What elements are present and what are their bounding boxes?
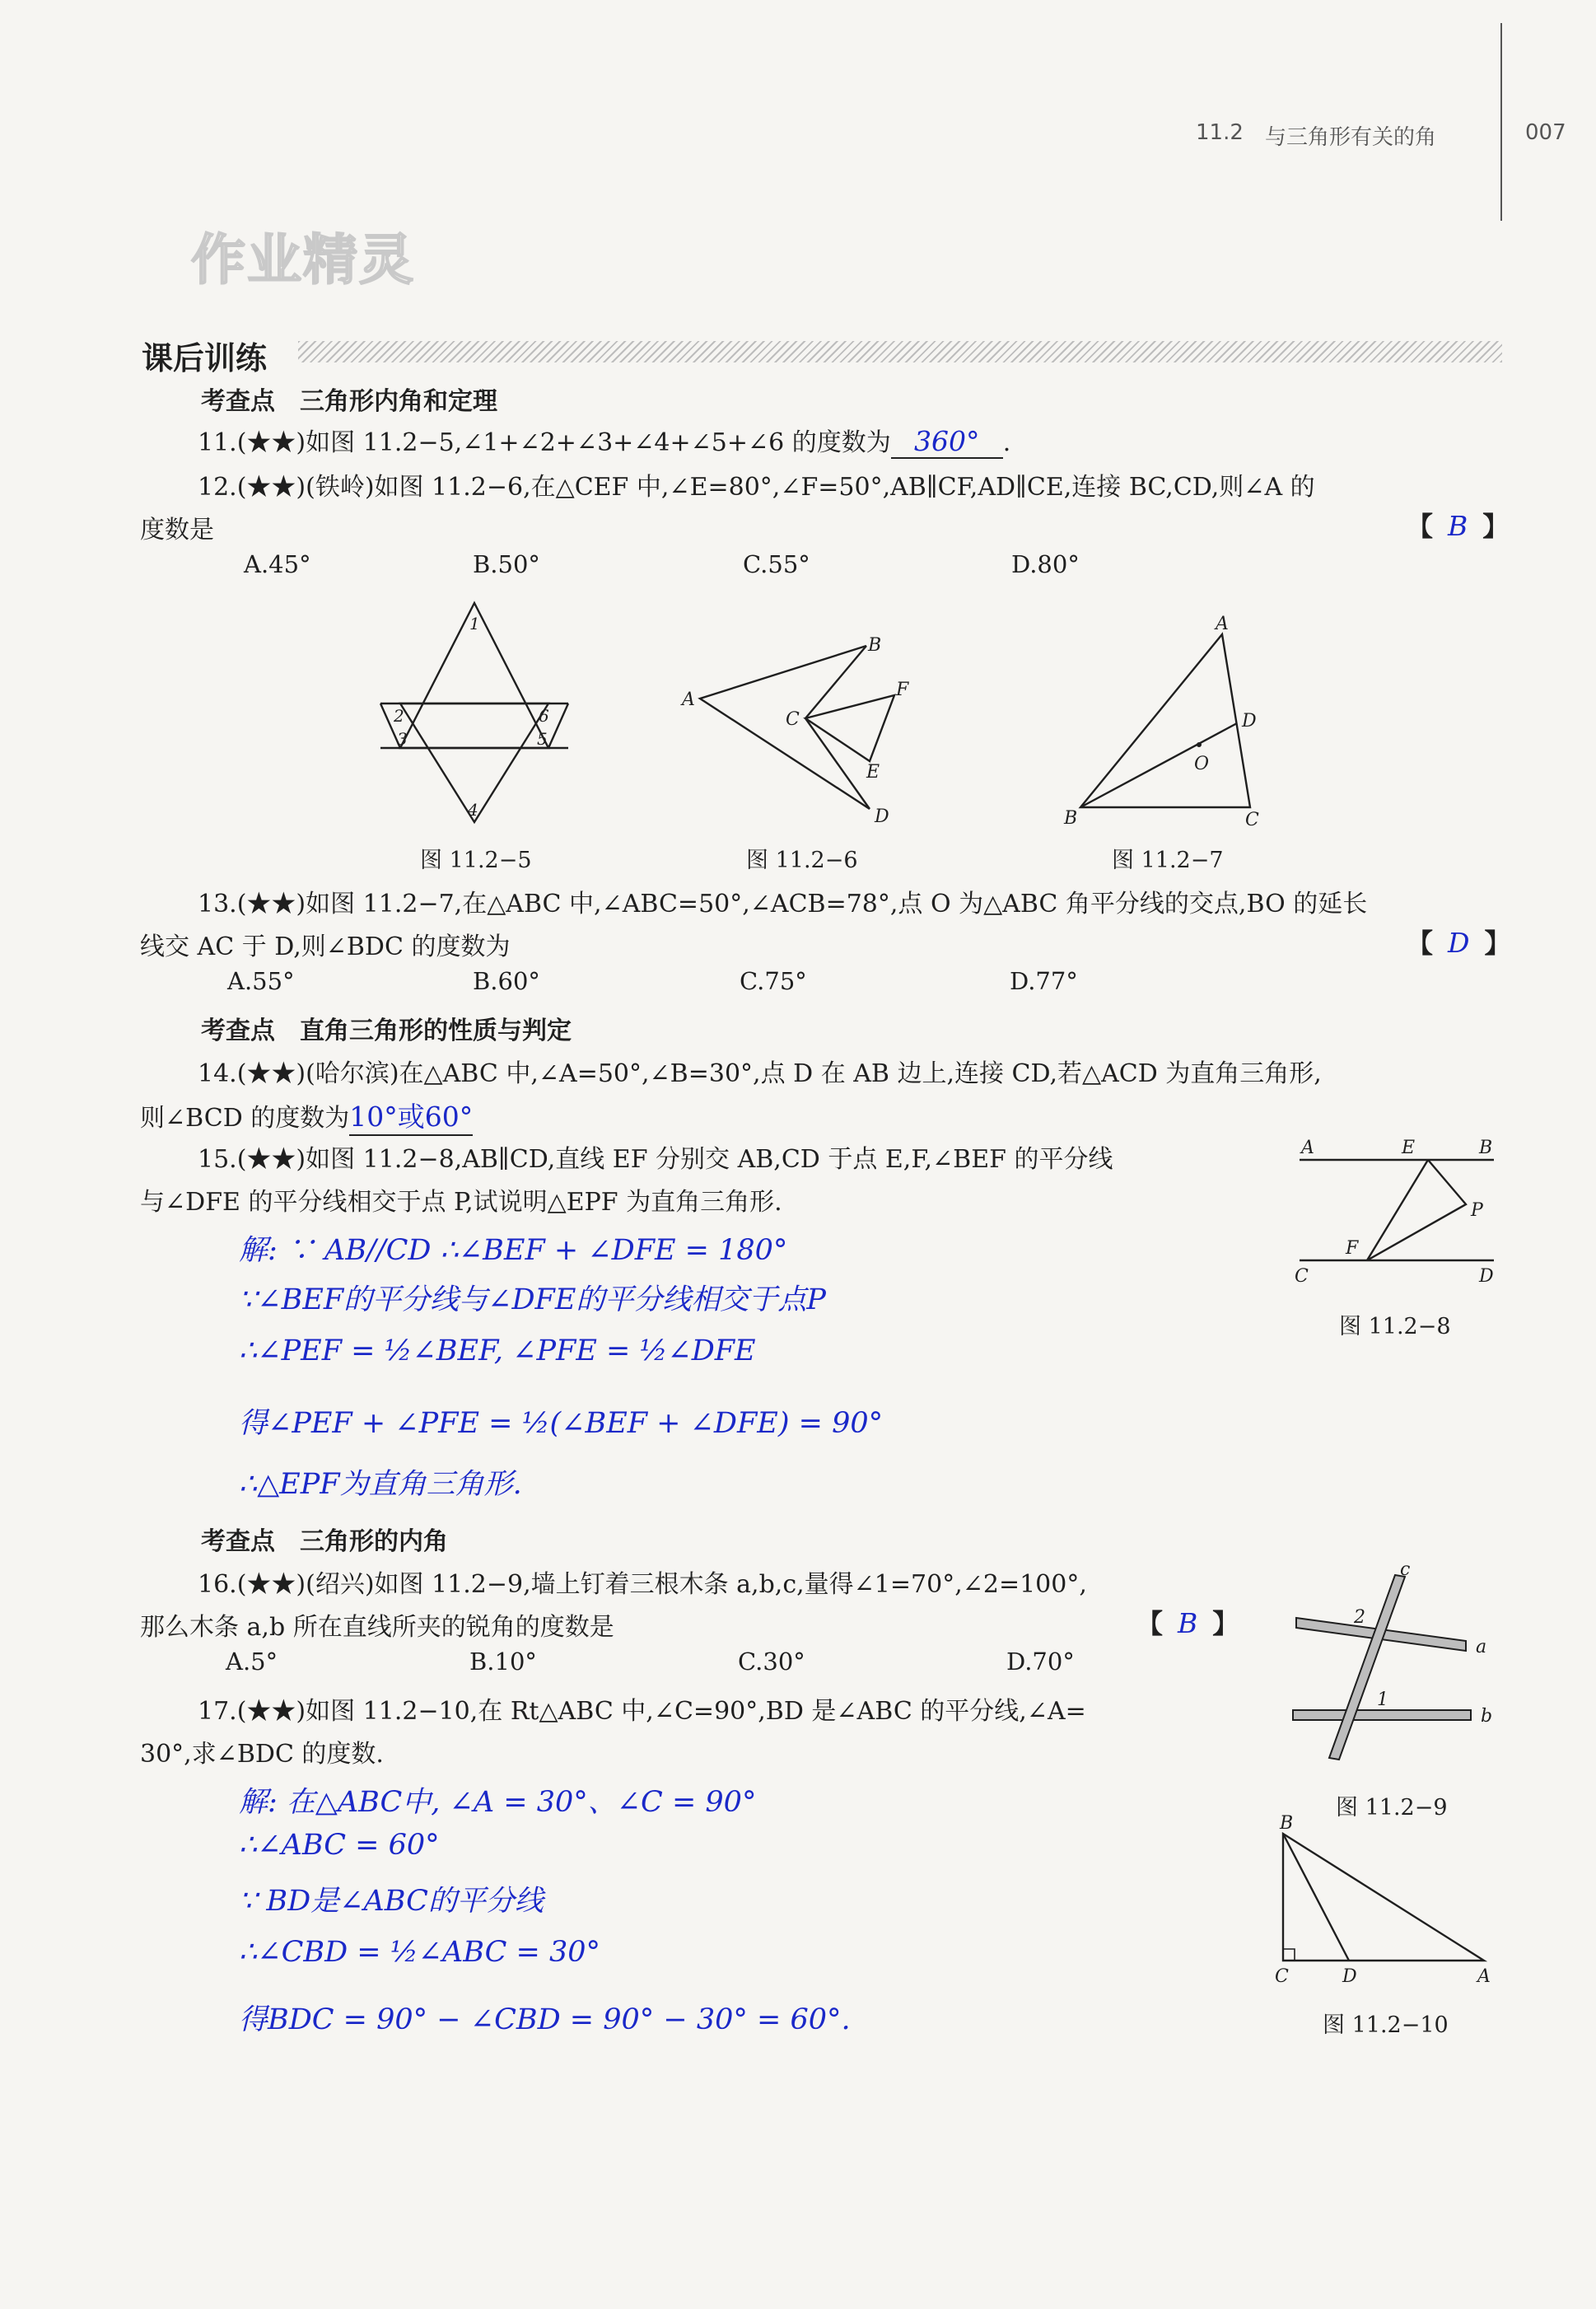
point-label-c: C	[786, 709, 800, 730]
figure-11-2-8	[1285, 1129, 1507, 1302]
watermark-logo: 作业精灵	[191, 228, 415, 292]
solution-17-line3: ∵ BD是∠ABC的平分线	[239, 1885, 544, 1918]
strip-label-c: c	[1400, 1559, 1411, 1580]
q13-option-c: C.75°	[740, 967, 807, 995]
solution-15-line2: ∵∠BEF的平分线与∠DFE的平分线相交于点P	[239, 1283, 826, 1316]
caption-11-2-5: 图 11.2−5	[420, 848, 532, 873]
answer-11: 360°	[914, 425, 980, 457]
solution-17-line1: 解: 在△ABC中, ∠A = 30°、∠C = 90°	[239, 1786, 757, 1819]
answer-bracket-12: 【 B 】	[1407, 510, 1510, 542]
point-label-a: A	[1477, 1966, 1491, 1987]
answer-13: D	[1448, 927, 1470, 959]
point-label-b: B	[1064, 808, 1078, 829]
strip-label-a: a	[1476, 1637, 1487, 1657]
question-13-line2: 线交 AC 于 D,则∠BDC 的度数为	[140, 932, 511, 961]
solution-17-line2: ∴∠ABC = 60°	[239, 1829, 440, 1862]
question-17-line2: 30°,求∠BDC 的度数.	[140, 1740, 384, 1769]
section-number: 11.2	[1196, 120, 1244, 145]
angle-label-2: 2	[1354, 1607, 1365, 1628]
strip-b	[1293, 1710, 1471, 1720]
question-16-line2: 那么木条 a,b 所在直线所夹的锐角的度数是	[140, 1613, 614, 1642]
point-label-a: A	[682, 689, 695, 710]
question-16-line1: 16.(★★)(绍兴)如图 11.2−9,墙上钉着三根木条 a,b,c,量得∠1=70°,∠2=100°,	[198, 1570, 1087, 1599]
figure-11-2-5	[362, 593, 593, 832]
angle-label-2: 2	[394, 706, 404, 726]
point-label-b: B	[868, 635, 882, 656]
question-17-line1: 17.(★★)如图 11.2−10,在 Rt△ABC 中,∠C=90°,BD 是∠ABC 的平分线,∠A=	[198, 1697, 1086, 1726]
answer-bracket-13: 【 D 】	[1407, 927, 1511, 959]
point-label-d: D	[1242, 711, 1257, 731]
caption-11-2-9: 图 11.2−9	[1336, 1795, 1448, 1821]
key-point-1: 考查点 三角形内角和定理	[201, 387, 497, 416]
solution-15-line3: ∴∠PEF = ½∠BEF, ∠PFE = ½∠DFE	[239, 1334, 756, 1367]
point-label-c: C	[1295, 1266, 1309, 1287]
caption-11-2-8: 图 11.2−8	[1339, 1314, 1451, 1339]
angle-label-3: 3	[397, 729, 408, 749]
question-13-line1: 13.(★★)如图 11.2−7,在△ABC 中,∠ABC=50°,∠ACB=78°,点 O 为△ABC 角平分线的交点,BO 的延长	[198, 890, 1368, 918]
point-label-p: P	[1471, 1200, 1483, 1221]
section-heading: 课后训练	[142, 340, 268, 376]
question-15-line2: 与∠DFE 的平分线相交于点 P,试说明△EPF 为直角三角形.	[140, 1188, 782, 1217]
solution-15-line4: 得∠PEF + ∠PFE = ½(∠BEF + ∠DFE) = 90°	[239, 1407, 884, 1440]
point-label-a: A	[1216, 614, 1229, 634]
angle-label-5: 5	[537, 729, 548, 749]
answer-14: 10°或60°	[349, 1101, 474, 1133]
answer-blank-14	[349, 1096, 473, 1136]
strip-c	[1329, 1575, 1405, 1760]
section-hatch-divider	[298, 341, 1502, 362]
point-label-e: E	[1402, 1138, 1416, 1158]
point-label-e: E	[866, 762, 880, 783]
angle-label-6: 6	[539, 706, 549, 726]
point-o	[1197, 742, 1202, 747]
q12-option-c: C.55°	[743, 550, 810, 578]
point-label-c: C	[1275, 1966, 1289, 1987]
q13-option-b: B.60°	[473, 967, 540, 995]
answer-bracket-16: 【 B 】	[1136, 1607, 1239, 1639]
q16-option-d: D.70°	[1006, 1648, 1075, 1676]
section-title-header: 与三角形有关的角	[1265, 125, 1437, 150]
figure-11-2-10	[1260, 1812, 1507, 2002]
solution-17-line5: 得BDC = 90° − ∠CBD = 90° − 30° = 60°.	[239, 2003, 851, 2036]
point-label-f: F	[1346, 1238, 1359, 1259]
q13-option-a: A.55°	[227, 967, 295, 995]
question-12-line2: 度数是	[140, 516, 214, 545]
point-label-d: D	[875, 806, 889, 827]
q16-option-b: B.10°	[469, 1648, 537, 1676]
key-point-2: 考查点 直角三角形的性质与判定	[201, 1017, 572, 1045]
solution-15-line1: 解: ∵ AB//CD ∴∠BEF + ∠DFE = 180°	[239, 1234, 788, 1267]
q12-option-d: D.80°	[1011, 550, 1080, 578]
header-divider	[1500, 23, 1502, 221]
q13-option-d: D.77°	[1010, 967, 1078, 995]
q12-option-b: B.50°	[473, 550, 540, 578]
question-15-line1: 15.(★★)如图 11.2−8,AB∥CD,直线 EF 分别交 AB,CD 于点 E,F,∠BEF 的平分线	[198, 1145, 1113, 1174]
point-label-o: O	[1194, 754, 1210, 774]
answer-blank-11	[891, 425, 1003, 459]
angle-label-1: 1	[469, 614, 480, 633]
point-label-d: D	[1342, 1966, 1357, 1987]
caption-11-2-7: 图 11.2−7	[1112, 848, 1224, 873]
strip-label-b: b	[1481, 1706, 1493, 1727]
q12-option-a: A.45°	[244, 550, 311, 578]
question-12-line1: 12.(★★)(铁岭)如图 11.2−6,在△CEF 中,∠E=80°,∠F=50°,AB∥CF,AD∥CE,连接 BC,CD,则∠A 的	[198, 473, 1315, 502]
angle-label-1: 1	[1377, 1690, 1388, 1710]
solution-17-line4: ∴∠CBD = ½∠ABC = 30°	[239, 1936, 601, 1969]
question-11-end: .	[1002, 428, 1011, 457]
angle-label-4: 4	[468, 800, 478, 820]
answer-16: B	[1178, 1607, 1198, 1639]
answer-12: B	[1448, 510, 1468, 542]
figure-11-2-7	[1054, 610, 1293, 832]
right-angle-mark	[1283, 1949, 1295, 1961]
q16-option-a: A.5°	[226, 1648, 278, 1676]
question-14-line2: 则∠BCD 的度数为10°或60°	[140, 1096, 473, 1136]
point-label-b: B	[1479, 1138, 1493, 1158]
point-label-b: B	[1280, 1813, 1294, 1834]
point-label-c: C	[1245, 810, 1259, 830]
solution-15-line5: ∴△EPF为直角三角形.	[239, 1468, 522, 1501]
caption-11-2-6: 图 11.2−6	[746, 848, 858, 873]
point-label-a: A	[1301, 1138, 1314, 1158]
point-label-d: D	[1479, 1266, 1494, 1287]
figure-11-2-9	[1285, 1557, 1507, 1771]
question-11-text: 11.(★★)如图 11.2−5,∠1+∠2+∠3+∠4+∠5+∠6 的度数为	[198, 428, 891, 457]
question-11	[198, 422, 1010, 459]
page-number: 007	[1525, 120, 1566, 145]
key-point-3: 考查点 三角形的内角	[201, 1527, 448, 1556]
point-label-f: F	[896, 680, 909, 700]
q16-option-c: C.30°	[738, 1648, 805, 1676]
question-14-line1: 14.(★★)(哈尔滨)在△ABC 中,∠A=50°,∠B=30°,点 D 在 AB 边上,连接 CD,若△ACD 为直角三角形,	[198, 1059, 1322, 1088]
figure-11-2-6	[675, 626, 939, 832]
caption-11-2-10: 图 11.2−10	[1323, 2012, 1449, 2038]
